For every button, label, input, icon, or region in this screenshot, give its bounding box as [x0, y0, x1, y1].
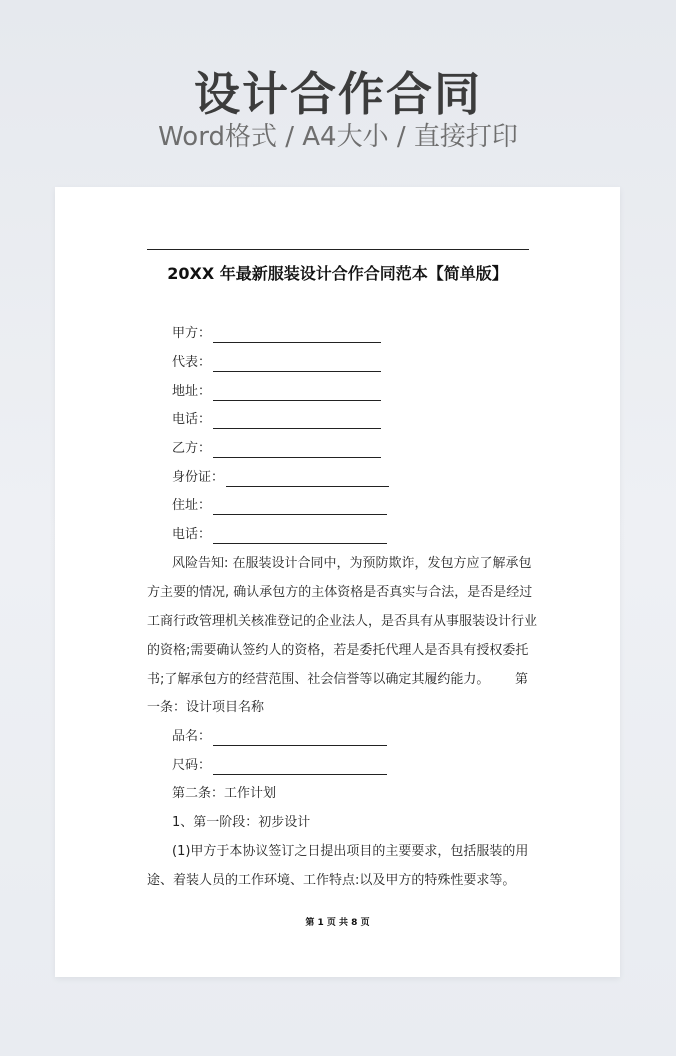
field-label: 甲方： — [172, 326, 212, 341]
risk-line-4: 的资格;需要确认签约人的资格，若是委托代理人是否具有授权委托 — [147, 643, 529, 658]
field-label: 乙方： — [172, 441, 212, 456]
blank-line — [213, 328, 381, 343]
field-representative — [172, 354, 381, 372]
banner-title: 设计合作合同 — [194, 67, 482, 121]
risk-line-2: 方主要的情况, 确认承包方的主体资格是否真实与合法，是否是经过 — [147, 585, 533, 600]
document-page — [55, 187, 620, 977]
risk-line-1: 风险告知: 在服装设计合同中，为预防欺诈，发包方应了解承包 — [172, 556, 532, 571]
blank-line — [213, 386, 381, 401]
banner-subtitle: Word格式 / A4大小 / 直接打印 — [158, 122, 518, 152]
field-label: 尺码： — [172, 758, 212, 773]
field-product-name — [172, 728, 387, 746]
document-title: 20XX 年最新服装设计合作合同范本【简单版】 — [167, 264, 508, 283]
article1-start: 第 — [515, 672, 529, 687]
blank-line — [213, 443, 381, 458]
field-residence — [172, 497, 387, 515]
blank-line — [213, 357, 381, 372]
risk-line-3: 工商行政管理机关核准登记的企业法人，是否具有从事服装设计行业 — [147, 614, 538, 629]
article1-heading: 一条：设计项目名称 — [147, 700, 265, 715]
field-label: 身份证： — [172, 470, 225, 485]
field-address — [172, 383, 381, 401]
blank-line — [213, 731, 387, 746]
field-label: 电话： — [172, 527, 212, 542]
phase1-detail-line-2: 途、着装人员的工作环境、工作特点:以及甲方的特殊性要求等。 — [147, 873, 516, 888]
field-label: 地址： — [172, 384, 212, 399]
phase1-detail-line-1: (1)甲方于本协议签订之日提出项目的主要要求，包括服装的用 — [172, 844, 529, 859]
field-label: 代表： — [172, 355, 212, 370]
field-label: 住址： — [172, 498, 212, 513]
field-phone-a — [172, 411, 381, 429]
field-party-b — [172, 440, 381, 458]
article2-heading: 第二条：工作计划 — [172, 786, 277, 801]
risk-line-5: 书;了解承包方的经营范围、社会信誉等以确定其履约能力。 — [147, 672, 490, 687]
field-phone-b — [172, 526, 387, 544]
blank-line — [226, 472, 389, 487]
phase1-heading: 1、第一阶段：初步设计 — [172, 815, 311, 830]
field-label: 电话： — [172, 412, 212, 427]
field-id-card — [172, 469, 389, 487]
blank-line — [213, 414, 381, 429]
blank-line — [213, 500, 387, 515]
blank-line — [213, 760, 387, 775]
field-label: 品名： — [172, 729, 212, 744]
page-footer: 第 1 页 共 8 页 — [305, 918, 370, 928]
blank-line — [213, 529, 387, 544]
field-party-a — [172, 325, 381, 343]
field-size — [172, 757, 387, 775]
header-rule — [147, 249, 529, 250]
